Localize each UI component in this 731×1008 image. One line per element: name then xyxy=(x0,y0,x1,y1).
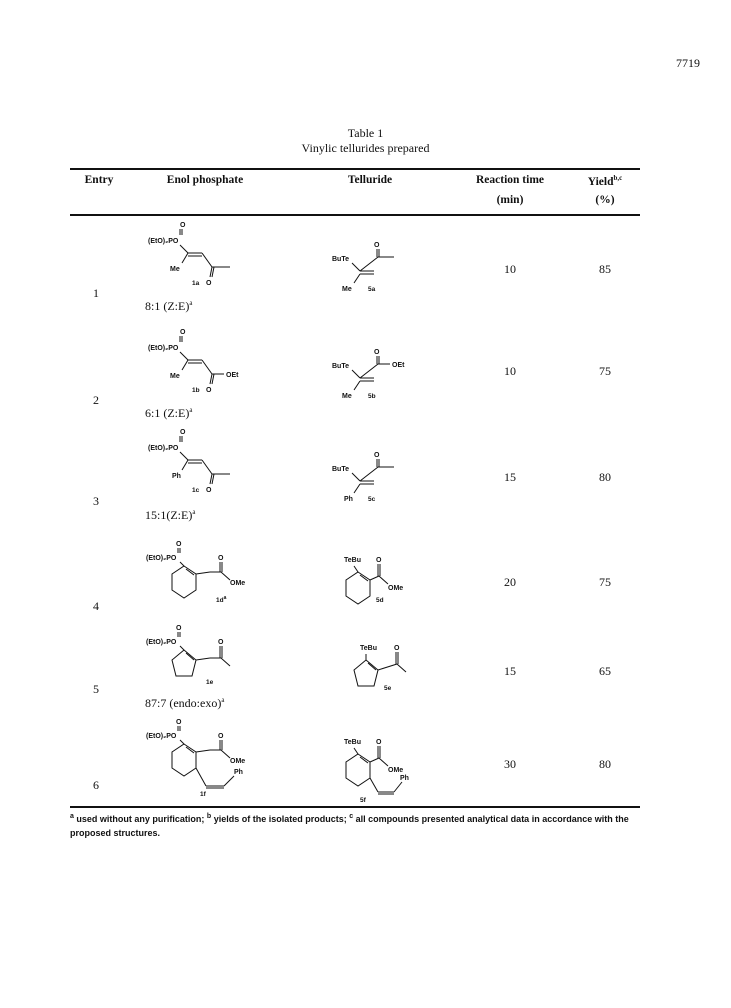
table-subtitle: Vinylic tellurides prepared xyxy=(301,141,430,155)
atom-label: (EtO)₂PO xyxy=(146,639,177,646)
isomer-ratio-text: 15:1(Z:E) xyxy=(145,508,193,522)
compound-label-text: 1d xyxy=(216,597,224,604)
atom-label: OMe xyxy=(388,767,404,774)
atom-label: OMe xyxy=(388,585,404,592)
atom-label: O xyxy=(180,329,186,336)
table-top-rule xyxy=(70,168,640,170)
atom-label: Ph xyxy=(234,769,243,776)
reaction-time: 10 xyxy=(504,262,516,276)
atom-label: O xyxy=(374,452,380,459)
entry-number: 6 xyxy=(93,778,99,792)
yield-value: 80 xyxy=(599,470,611,484)
compound-label: 5c xyxy=(368,496,376,503)
isomer-ratio-text: 87:7 (endo:exo) xyxy=(145,696,222,710)
footnote-mark-a: a xyxy=(70,813,74,820)
isomer-ratio xyxy=(145,299,192,314)
compound-label: 5d xyxy=(376,597,384,604)
telluride-structure xyxy=(330,730,440,810)
compound-label: 1b xyxy=(192,387,200,394)
atom-label: (EtO)₂PO xyxy=(146,555,177,562)
page-number: 7719 xyxy=(676,56,700,70)
enol-phosphate-structure xyxy=(140,716,270,798)
yield-footnote-marks: b,c xyxy=(613,174,623,182)
atom-label: TeBu xyxy=(360,645,377,652)
column-header-enol-phosphate: Enol phosphate xyxy=(166,174,244,186)
enol-phosphate-structure xyxy=(140,424,260,504)
reaction-time: 30 xyxy=(504,757,516,771)
footnote-mark-b: b xyxy=(206,813,212,820)
atom-label: O xyxy=(376,739,382,746)
atom-label: OEt xyxy=(392,362,405,369)
footnote-c-text: all compounds presented analytical data in accordance with the proposed structures. xyxy=(70,814,629,838)
column-header-yield xyxy=(580,174,630,188)
enol-phosphate-structure xyxy=(140,538,260,613)
compound-label: 5a xyxy=(368,286,376,293)
enol-phosphate-structure xyxy=(140,622,260,694)
isomer-ratio xyxy=(145,696,224,711)
entry-number: 2 xyxy=(93,393,99,407)
enol-phosphate-structure xyxy=(140,217,260,297)
table-footnotes xyxy=(70,810,645,840)
reaction-time: 20 xyxy=(504,575,516,589)
atom-label: O xyxy=(176,541,182,548)
atom-label: O xyxy=(180,429,186,436)
footnote-mark: a xyxy=(192,508,196,516)
atom-label: Me xyxy=(342,286,352,293)
telluride-structure xyxy=(330,445,430,510)
footnote-a-text: used without any purification; xyxy=(73,814,207,824)
footnote-mark: a xyxy=(189,299,193,307)
atom-label: Me xyxy=(170,373,180,380)
footnote-mark: a xyxy=(223,595,227,601)
atom-label: Me xyxy=(342,393,352,400)
atom-label: O xyxy=(218,639,224,646)
yield-value: 75 xyxy=(599,364,611,378)
telluride-structure xyxy=(330,235,430,300)
entry-number: 3 xyxy=(93,494,99,508)
yield-value: 75 xyxy=(599,575,611,589)
atom-label: O xyxy=(374,242,380,249)
entry-number: 1 xyxy=(93,286,99,300)
compound-label xyxy=(216,595,227,604)
entry-number: 4 xyxy=(93,599,99,613)
atom-label: O xyxy=(394,645,400,652)
footnote-mark: a xyxy=(189,406,193,414)
atom-label: OMe xyxy=(230,580,246,587)
atom-label: (EtO)₂PO xyxy=(148,238,179,245)
atom-label: BuTe xyxy=(332,466,349,473)
enol-phosphate-structure xyxy=(140,324,260,404)
yield-value: 85 xyxy=(599,262,611,276)
column-header-entry: Entry xyxy=(84,174,114,186)
atom-label: BuTe xyxy=(332,363,349,370)
reaction-time: 10 xyxy=(504,364,516,378)
telluride-structure xyxy=(330,548,430,618)
isomer-ratio xyxy=(145,406,192,421)
atom-label: O xyxy=(218,555,224,562)
isomer-ratio xyxy=(145,508,195,523)
footnote-mark-c: c xyxy=(349,813,354,820)
column-header-yield-unit: (%) xyxy=(595,194,615,206)
atom-label: (EtO)₂PO xyxy=(146,733,177,740)
atom-label: O xyxy=(176,719,182,726)
column-header-reaction-time: Reaction time xyxy=(475,174,545,186)
entry-number: 5 xyxy=(93,682,99,696)
atom-label: O xyxy=(206,387,212,394)
atom-label: O xyxy=(206,280,212,287)
telluride-structure xyxy=(330,342,430,407)
atom-label: O xyxy=(206,487,212,494)
atom-label: (EtO)₂PO xyxy=(148,345,179,352)
telluride-structure xyxy=(330,636,430,704)
column-header-reaction-time-unit: (min) xyxy=(496,194,524,206)
reaction-time: 15 xyxy=(504,664,516,678)
compound-label: 1f xyxy=(200,791,206,798)
compound-label: 5e xyxy=(384,685,392,692)
atom-label: O xyxy=(374,349,380,356)
atom-label: OEt xyxy=(226,372,239,379)
atom-label: TeBu xyxy=(344,739,361,746)
table-header-rule xyxy=(70,214,640,216)
atom-label: TeBu xyxy=(344,557,361,564)
atom-label: O xyxy=(218,733,224,740)
atom-label: Ph xyxy=(344,496,353,503)
compound-label: 5f xyxy=(360,797,366,804)
atom-label: Ph xyxy=(172,473,181,480)
atom-label: O xyxy=(376,557,382,564)
atom-label: Ph xyxy=(400,775,409,782)
isomer-ratio-text: 6:1 (Z:E) xyxy=(145,406,190,420)
atom-label: O xyxy=(176,625,182,632)
yield-label: Yield xyxy=(587,175,614,188)
atom-label: (EtO)₂PO xyxy=(148,445,179,452)
yield-value: 80 xyxy=(599,757,611,771)
atom-label: O xyxy=(180,222,186,229)
reaction-time: 15 xyxy=(504,470,516,484)
compound-label: 5b xyxy=(368,393,376,400)
column-header-telluride: Telluride xyxy=(347,174,393,186)
footnote-mark: a xyxy=(221,696,225,704)
atom-label: Me xyxy=(170,266,180,273)
compound-label: 1c xyxy=(192,487,200,494)
yield-value: 65 xyxy=(599,664,611,678)
footnote-b-text: yields of the isolated products; xyxy=(211,814,350,824)
atom-label: OMe xyxy=(230,758,246,765)
table-title: Table 1 xyxy=(347,126,384,140)
atom-label: BuTe xyxy=(332,256,349,263)
compound-label: 1a xyxy=(192,280,200,287)
isomer-ratio-text: 8:1 (Z:E) xyxy=(145,299,190,313)
compound-label: 1e xyxy=(206,679,214,686)
